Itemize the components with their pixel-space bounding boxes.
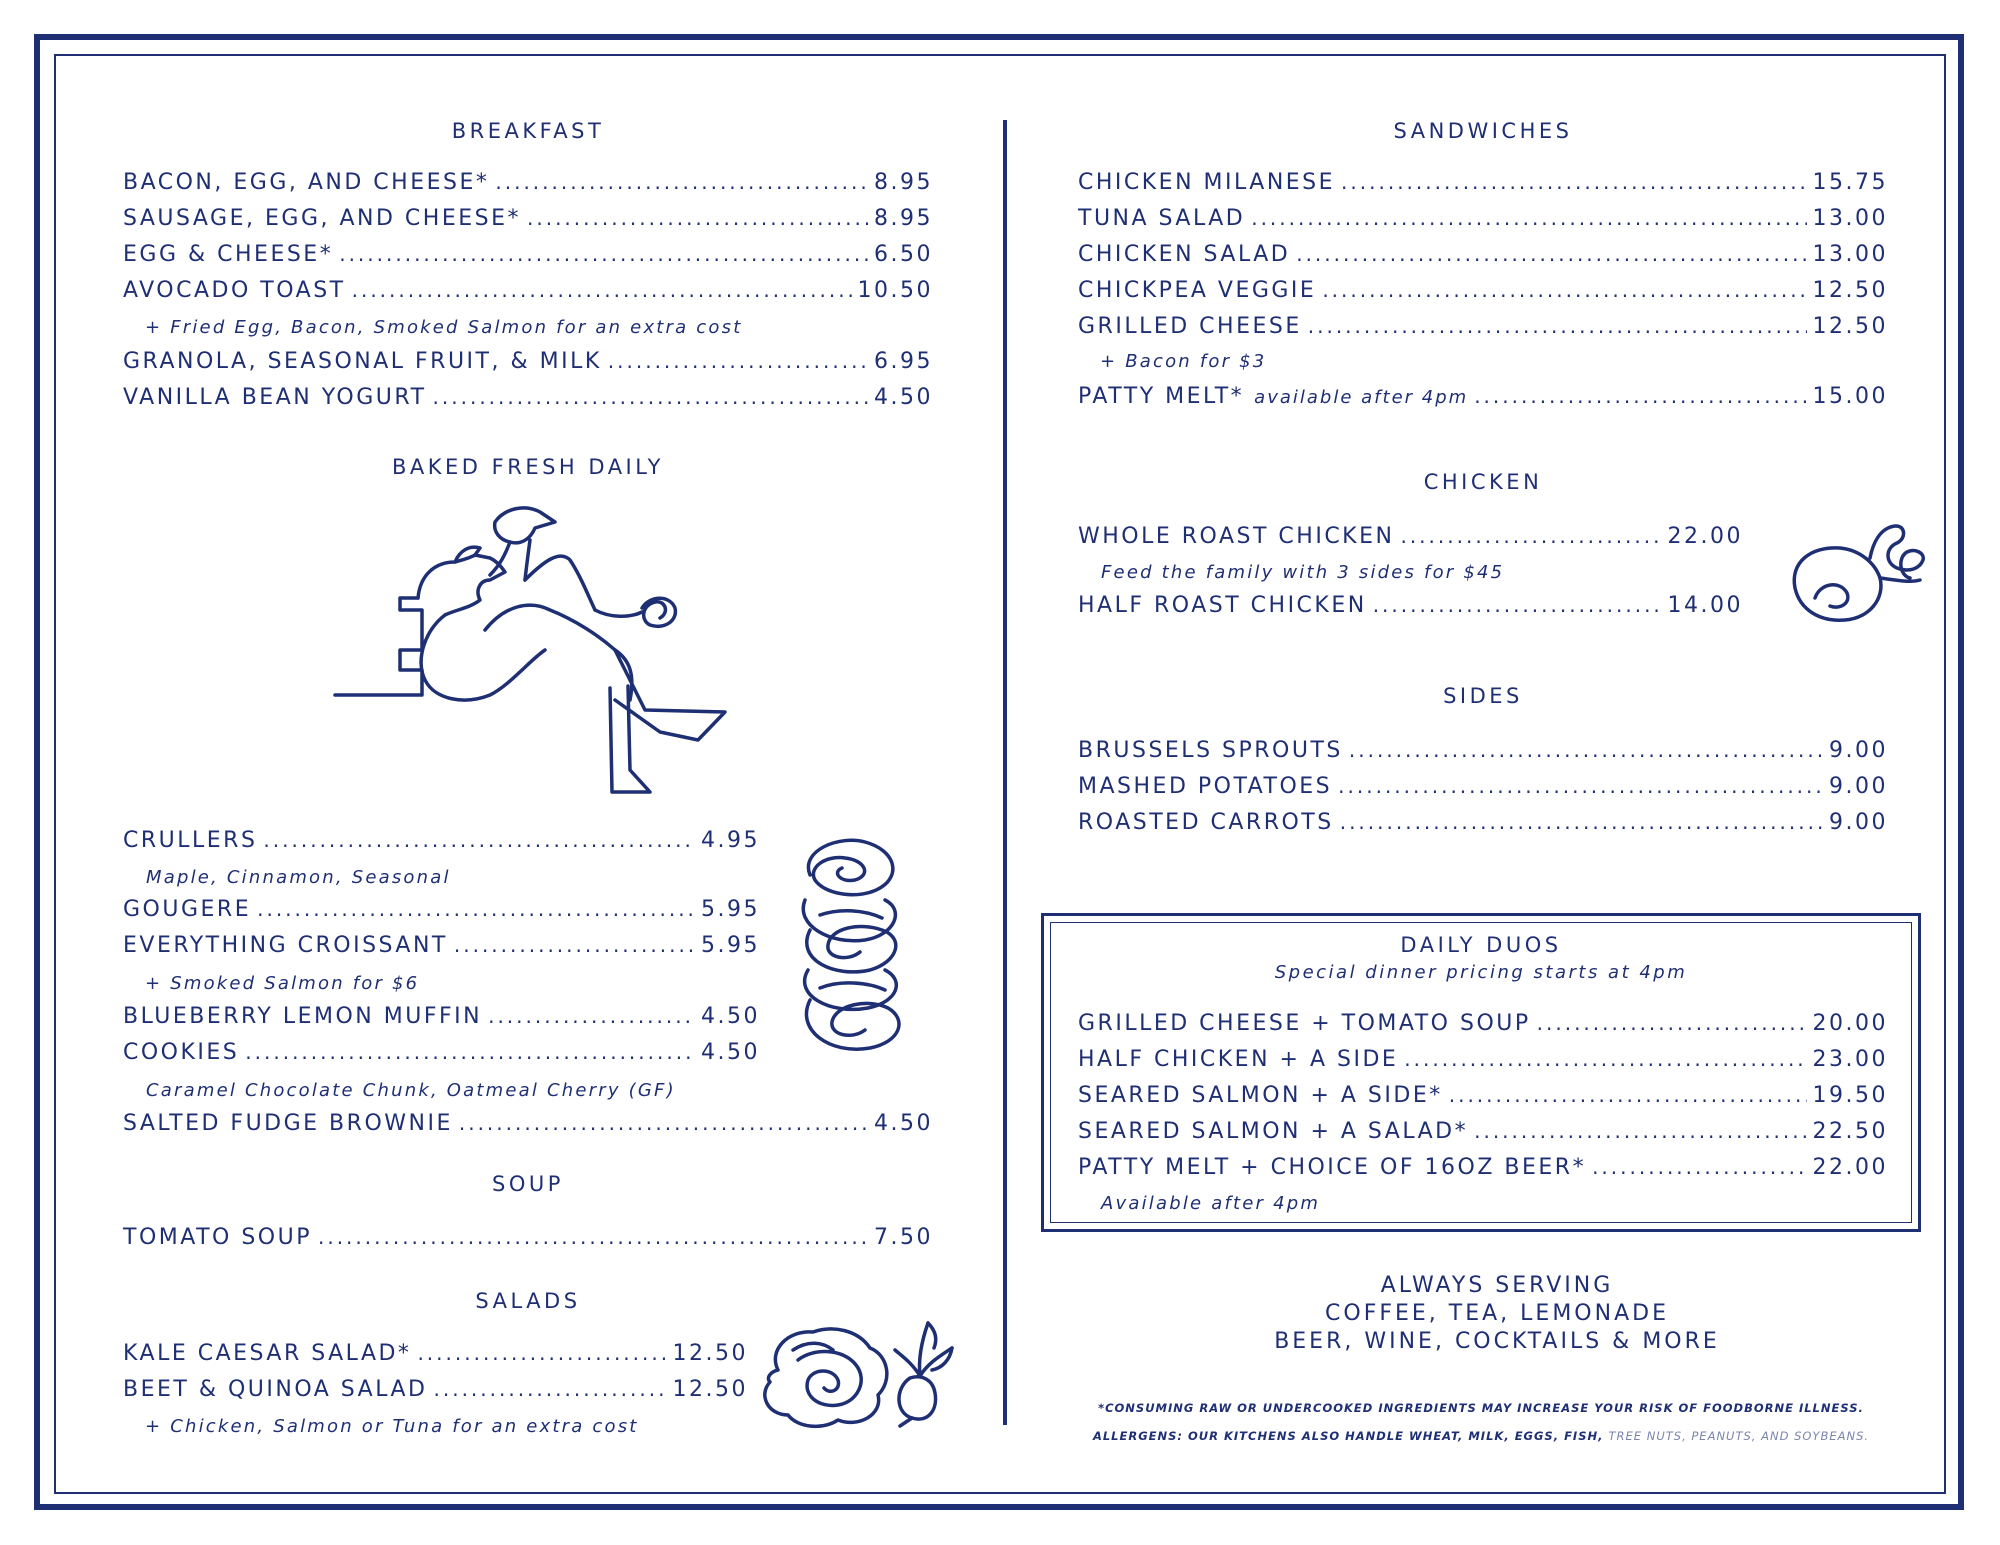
always-serving-line: ALWAYS SERVING xyxy=(1380,1273,1614,1298)
item-price: 22.50 xyxy=(1812,1119,1888,1144)
always-serving-line: BEER, WINE, COCKTAILS & MORE xyxy=(1274,1329,1720,1354)
sides-title: SIDES xyxy=(1443,684,1523,708)
baked-title: BAKED FRESH DAILY xyxy=(392,455,664,479)
item-price: 14.00 xyxy=(1667,593,1743,618)
menu-item xyxy=(123,278,933,308)
item-name: VANILLA BEAN YOGURT xyxy=(123,385,427,410)
menu-item xyxy=(1078,1155,1888,1185)
baker-line-drawing-icon xyxy=(330,500,750,800)
menu-item xyxy=(123,897,760,927)
menu-item xyxy=(123,170,933,200)
item-price: 13.00 xyxy=(1812,206,1888,231)
item-note: Available after 4pm xyxy=(1101,1193,1321,1214)
item-price: 4.50 xyxy=(701,1004,760,1029)
item-price: 6.50 xyxy=(874,242,933,267)
item-name: GRANOLA, SEASONAL FRUIT, & MILK xyxy=(123,349,602,374)
menu-item xyxy=(123,1040,760,1070)
daily-duos-title: DAILY DUOS xyxy=(1400,933,1562,957)
item-name: GOUGERE xyxy=(123,897,252,922)
item-price: 23.00 xyxy=(1812,1047,1888,1072)
item-name: PATTY MELT + CHOICE OF 16OZ BEER* xyxy=(1078,1155,1587,1180)
item-price: 15.00 xyxy=(1812,384,1888,409)
item-price: 4.50 xyxy=(701,1040,760,1065)
menu-item xyxy=(123,349,933,379)
item-name: GRILLED CHEESE + TOMATO SOUP xyxy=(1078,1011,1531,1036)
menu-item xyxy=(123,242,933,272)
item-name: SEARED SALMON + A SALAD* xyxy=(1078,1119,1469,1144)
item-price: 8.95 xyxy=(874,206,933,231)
item-name: HALF CHICKEN + A SIDE xyxy=(1078,1047,1399,1072)
item-price: 10.50 xyxy=(857,278,933,303)
item-inline-note: available after 4pm xyxy=(1254,387,1469,408)
item-price: 20.00 xyxy=(1812,1011,1888,1036)
item-name: TOMATO SOUP xyxy=(123,1225,312,1250)
item-name: KALE CAESAR SALAD* xyxy=(123,1341,412,1366)
menu-item xyxy=(123,1341,748,1371)
cabbage-icon xyxy=(758,1320,898,1430)
always-serving-line: COFFEE, TEA, LEMONADE xyxy=(1325,1301,1669,1326)
item-price: 5.95 xyxy=(701,933,760,958)
item-price: 19.50 xyxy=(1812,1083,1888,1108)
item-name: BACON, EGG, AND CHEESE* xyxy=(123,170,490,195)
column-divider xyxy=(1003,120,1007,1425)
cruller-stack-icon xyxy=(790,830,910,1060)
item-price: 9.00 xyxy=(1829,738,1888,763)
item-note: Caramel Chocolate Chunk, Oatmeal Cherry (GF) xyxy=(146,1080,676,1101)
item-price: 7.50 xyxy=(874,1225,933,1250)
item-name: EGG & CHEESE* xyxy=(123,242,334,267)
item-name: WHOLE ROAST CHICKEN xyxy=(1078,524,1395,549)
item-price: 22.00 xyxy=(1667,524,1743,549)
item-name: MASHED POTATOES xyxy=(1078,774,1333,799)
item-price: 4.50 xyxy=(874,385,933,410)
item-price: 13.00 xyxy=(1812,242,1888,267)
item-name: BRUSSELS SPROUTS xyxy=(1078,738,1343,763)
menu-item xyxy=(123,206,933,236)
item-name: CHICKEN SALAD xyxy=(1078,242,1291,267)
menu-item xyxy=(1078,1119,1888,1149)
item-name: SEARED SALMON + A SIDE* xyxy=(1078,1083,1443,1108)
menu-item xyxy=(123,1004,760,1034)
item-price: 15.75 xyxy=(1812,170,1888,195)
menu-item xyxy=(1078,1011,1888,1041)
menu-item xyxy=(123,1377,748,1407)
item-name: CRULLERS xyxy=(123,828,258,853)
item-price: 4.95 xyxy=(701,828,760,853)
item-note: + Bacon for $3 xyxy=(1100,351,1267,372)
always-serving xyxy=(1041,1272,1953,1356)
item-price: 4.50 xyxy=(874,1111,933,1136)
item-price: 9.00 xyxy=(1829,774,1888,799)
item-name: TUNA SALAD xyxy=(1078,206,1246,231)
item-name: CHICKEN MILANESE xyxy=(1078,170,1336,195)
item-name: SALTED FUDGE BROWNIE xyxy=(123,1111,453,1136)
beet-icon xyxy=(890,1318,960,1428)
item-note: + Fried Egg, Bacon, Smoked Salmon for an extra cost xyxy=(145,317,743,338)
menu-item xyxy=(123,385,933,415)
item-name: HALF ROAST CHICKEN xyxy=(1078,593,1367,618)
item-price: 12.50 xyxy=(672,1341,748,1366)
item-price: 9.00 xyxy=(1829,810,1888,835)
menu-item xyxy=(1078,1083,1888,1113)
soup-title: SOUP xyxy=(492,1172,564,1196)
menu-item xyxy=(1078,1047,1888,1077)
item-price: 12.50 xyxy=(1812,278,1888,303)
item-note: Maple, Cinnamon, Seasonal xyxy=(146,867,451,888)
item-price: 12.50 xyxy=(1812,314,1888,339)
item-price: 5.95 xyxy=(701,897,760,922)
chicken-title: CHICKEN xyxy=(1423,470,1543,494)
menu-item xyxy=(123,1225,933,1255)
item-name: BLUEBERRY LEMON MUFFIN xyxy=(123,1004,483,1029)
item-price: 22.00 xyxy=(1812,1155,1888,1180)
item-note: + Chicken, Salmon or Tuna for an extra cost xyxy=(145,1416,639,1437)
item-name: AVOCADO TOAST xyxy=(123,278,346,303)
allergen-text-light: TREE NUTS, PEANUTS, AND SOYBEANS. xyxy=(1608,1429,1870,1443)
menu-item xyxy=(123,933,760,963)
menu-item xyxy=(123,1111,933,1141)
item-name: EVERYTHING CROISSANT xyxy=(123,933,448,958)
item-name: ROASTED CARROTS xyxy=(1078,810,1334,835)
breakfast-title: BREAKFAST xyxy=(451,119,605,143)
allergen-text-bold: ALLERGENS: OUR KITCHENS ALSO HANDLE WHEAT, MILK, EGGS, FISH, xyxy=(1092,1429,1604,1443)
sandwiches-title: SANDWICHES xyxy=(1393,119,1573,143)
menu-item xyxy=(123,828,760,858)
salads-title: SALADS xyxy=(475,1289,581,1313)
raw-food-disclaimer: *CONSUMING RAW OR UNDERCOOKED INGREDIENTS MAY INCREASE YOUR RISK OF FOODBORNE ILLNESS. xyxy=(1098,1401,1864,1415)
item-price: 12.50 xyxy=(672,1377,748,1402)
allergen-disclaimer xyxy=(1041,1429,1921,1443)
item-note: Feed the family with 3 sides for $45 xyxy=(1101,562,1505,583)
item-price: 8.95 xyxy=(874,170,933,195)
item-name: CHICKPEA VEGGIE xyxy=(1078,278,1317,303)
item-note: + Smoked Salmon for $6 xyxy=(145,973,420,994)
item-name: BEET & QUINOA SALAD xyxy=(123,1377,428,1402)
item-price: 6.95 xyxy=(874,349,933,374)
item-name: COOKIES xyxy=(123,1040,240,1065)
item-name: GRILLED CHEESE xyxy=(1078,314,1302,339)
item-name: SAUSAGE, EGG, AND CHEESE* xyxy=(123,206,521,231)
item-name: PATTY MELT* xyxy=(1078,384,1245,409)
daily-duos-subtitle: Special dinner pricing starts at 4pm xyxy=(1274,962,1688,983)
